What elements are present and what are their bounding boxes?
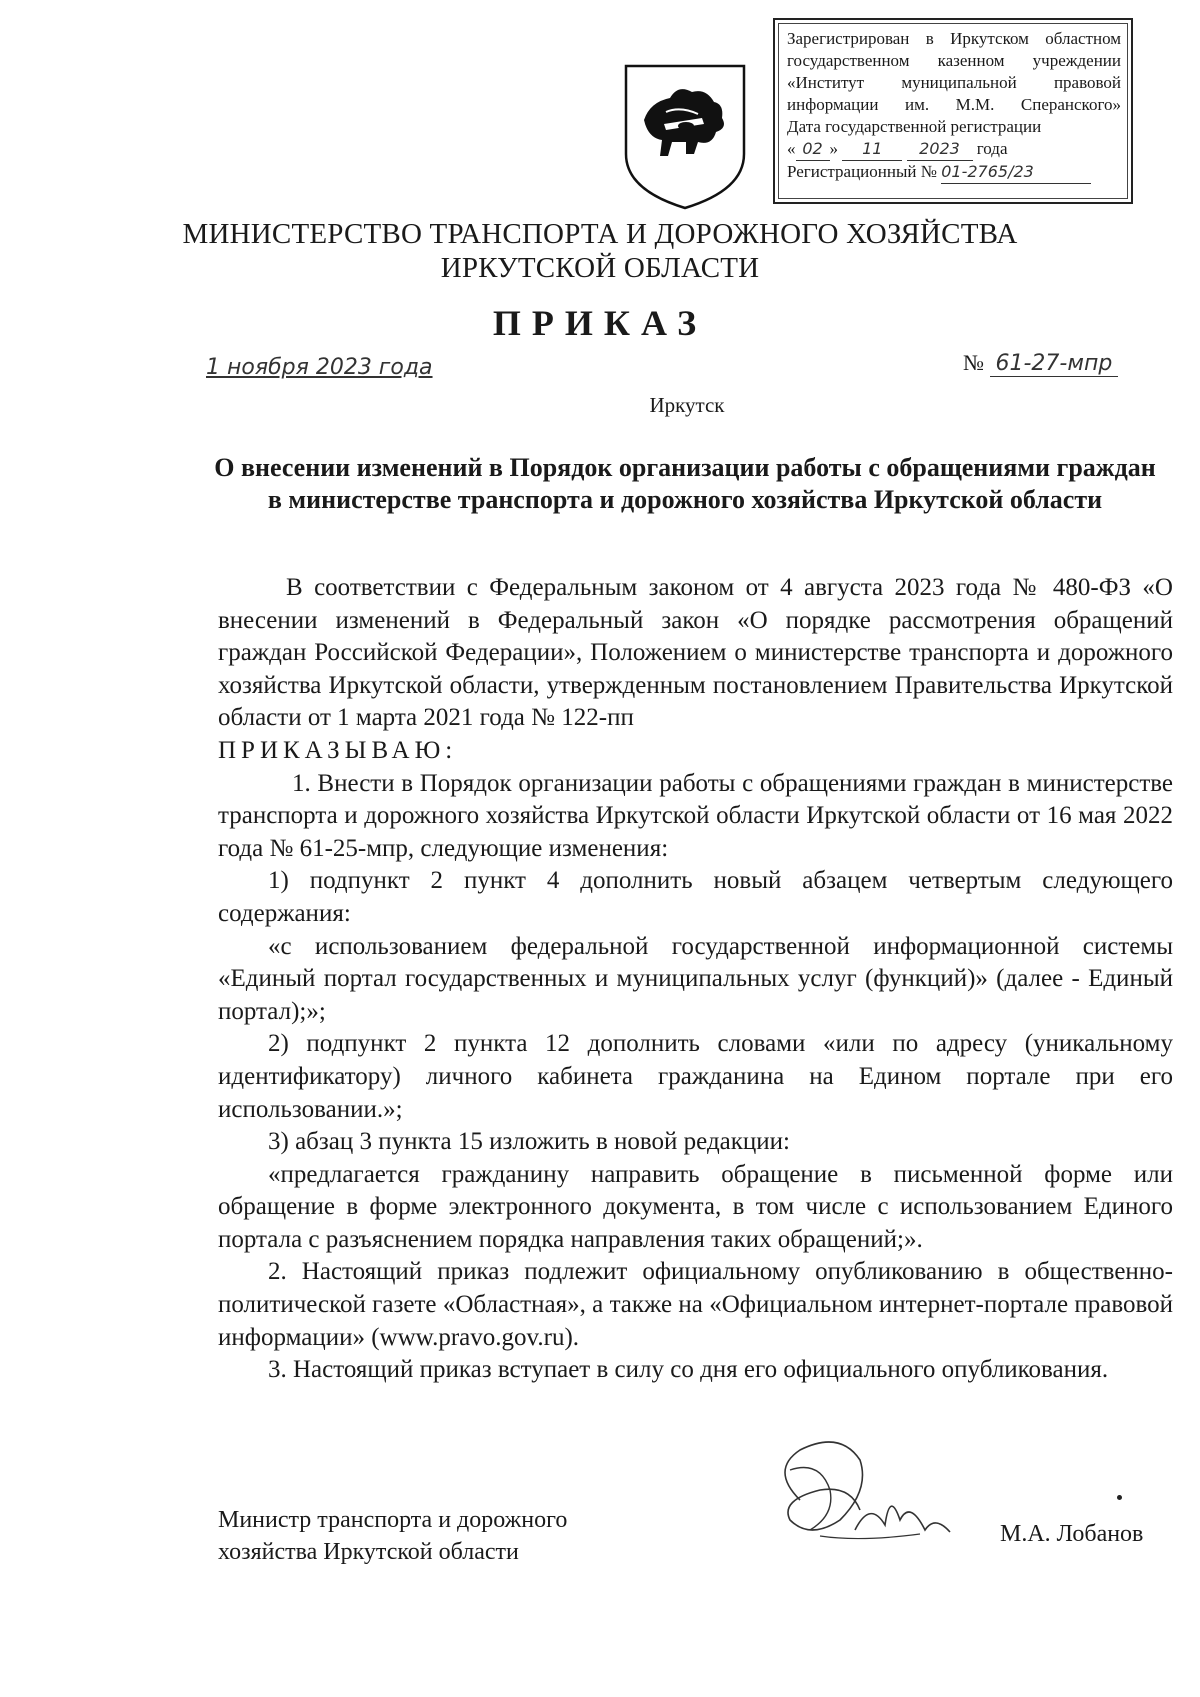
registration-date-year: 2023 <box>907 138 973 161</box>
coat-of-arms-icon <box>620 62 750 210</box>
order-number-row <box>963 350 1118 376</box>
registration-line: Зарегистрирован в Иркутском областном <box>787 29 1121 48</box>
signer-position-line1: Министр транспорта и дорожного <box>218 1507 568 1533</box>
preamble-paragraph: В соответствии с Федеральным законом от 4 августа 2023 года № 480-ФЗ «О внесении изменений в Федеральный закон «О порядке рассмотрения обращений граждан Российской Федерации», Положением о министерстве транспорта и дорожного хозяйства Иркутской области, утвержденным постановлением Правительства Иркутской области от 1 марта 2021 года № 122-пп <box>218 574 1173 732</box>
paragraph-item-3: 3. Настоящий приказ вступает в силу со дня его официального опубликования. <box>268 1356 1109 1384</box>
order-word: ПРИКАЗЫВАЮ: <box>218 736 458 764</box>
dot-mark <box>1117 1495 1122 1500</box>
ministry-name-line1: МИНИСТЕРСТВО ТРАНСПОРТА И ДОРОЖНОГО ХОЗЯЙСТВА <box>182 218 1018 250</box>
document-type: ПРИКАЗ <box>492 303 708 343</box>
subparagraph-3-text: «предлагается гражданину направить обращение в письменной форме или обращение в форме электронного документа, в том числе с использованием Единого портала с разъяснением порядка направления таких обращений;». <box>218 1160 1173 1253</box>
city: Иркутск <box>649 393 725 417</box>
registration-number: 01-2765/23 <box>941 161 1091 184</box>
order-title: О внесении изменений в Порядок организации работы с обращениями граждан в министерстве транспорта и дорожного хозяйства Иркутской области <box>214 453 1156 514</box>
ministry-name-line2: ИРКУТСКОЙ ОБЛАСТИ <box>440 252 760 284</box>
signer-position-line2: хозяйства Иркутской области <box>218 1539 519 1565</box>
registration-year-suffix: года <box>976 139 1008 158</box>
order-body <box>218 572 1173 1387</box>
subparagraph-1: 1) подпункт 2 пункт 4 дополнить новый абзацем четвертым следующего содержания: <box>218 867 1173 927</box>
subparagraph-1-text: «с использованием федеральной государственной информационной системы «Единый портал государственных и муниципальных услуг (функций)» (далее - Единый портал);»; <box>218 932 1173 1025</box>
signer-name: М.А. Лобанов <box>1000 1521 1144 1547</box>
paragraph-item-2: 2. Настоящий приказ подлежит официальному опубликованию в общественно-политической газете «Областная», а также на «Официальном интернет-портале правовой информации» (www.pravo.gov.ru). <box>218 1258 1173 1351</box>
paragraph-item-1: 1. Внести в Порядок организации работы с обращениями граждан в министерстве транспорта и дорожного хозяйства Иркутской области Иркутской области от 16 мая 2022 года № 61-25-мпр, следующие изменения: <box>218 769 1173 862</box>
order-date: 1 ноября 2023 года <box>206 355 433 380</box>
registration-date: « 02 » 11 2023 года <box>787 138 1121 161</box>
registration-stamp <box>773 18 1133 204</box>
order-number: 61-27-мпр <box>990 351 1119 377</box>
order-number-prefix: № <box>963 350 984 375</box>
subparagraph-3: 3) абзац 3 пункта 15 изложить в новой редакции: <box>268 1128 790 1156</box>
registration-number-row <box>787 161 1121 184</box>
registration-date-month: 11 <box>842 138 902 161</box>
registration-line: Дата государственной регистрации <box>787 117 1042 136</box>
signer-position <box>218 1504 567 1568</box>
registration-line: государственном казенном учреждении <box>787 51 1121 70</box>
registration-date-day: 02 <box>796 138 830 161</box>
subparagraph-2: 2) подпункт 2 пункта 12 дополнить словами «или по адресу (уникальному идентификатору) личного кабинета гражданина на Едином портале при его использовании.»; <box>218 1030 1173 1123</box>
handwritten-signature <box>760 1430 960 1560</box>
registration-line: информации им. М.М. Сперанского» <box>787 95 1121 114</box>
registration-number-label: Регистрационный № <box>787 162 937 181</box>
registration-line: «Институт муниципальной правовой <box>787 73 1121 92</box>
